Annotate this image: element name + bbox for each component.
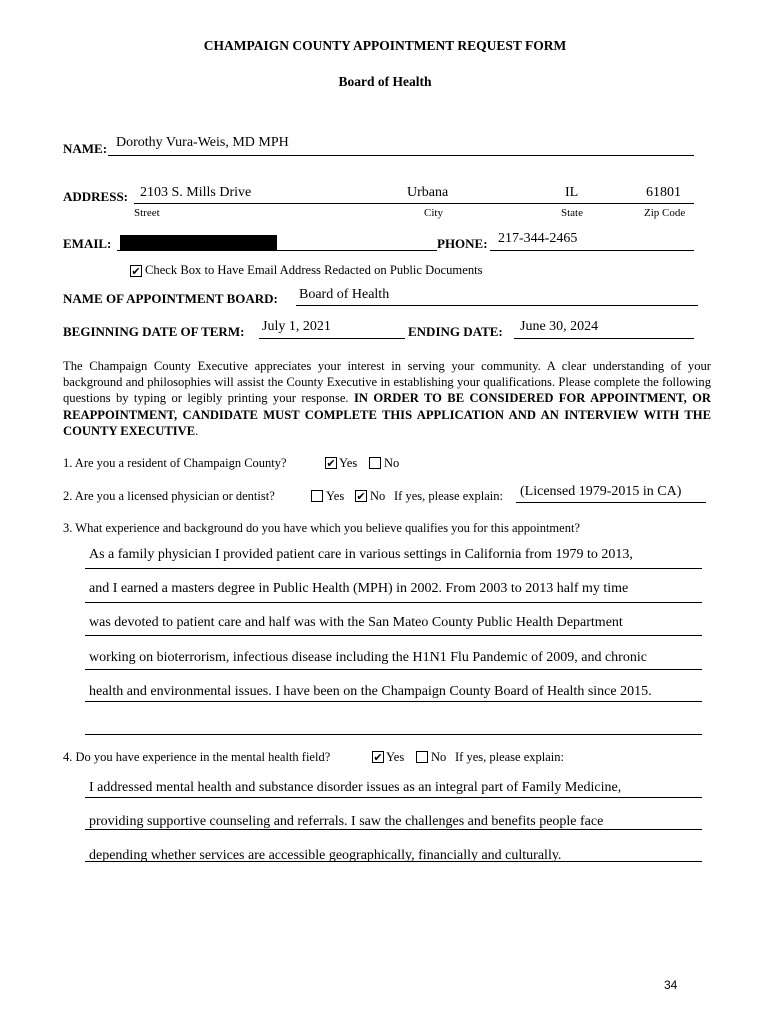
state-value[interactable]: IL bbox=[565, 185, 579, 200]
city-value[interactable]: Urbana bbox=[407, 185, 449, 200]
q1-yes-label: Yes bbox=[339, 456, 358, 470]
street-value[interactable]: 2103 S. Mills Drive bbox=[140, 185, 252, 200]
q4-answer-1[interactable]: I addressed mental health and substance disorder issues as an integral part of Family Medicine, bbox=[89, 780, 622, 795]
zip-caption: Zip Code bbox=[644, 207, 686, 219]
q2-no-checkbox[interactable]: ✔ bbox=[356, 490, 366, 503]
redact-email-checkbox[interactable]: ✔ bbox=[131, 265, 141, 278]
q3-answer-line-3 bbox=[85, 635, 702, 636]
board-line bbox=[296, 305, 698, 306]
q2-explain-value[interactable]: (Licensed 1979-2015 in CA) bbox=[520, 484, 682, 499]
q3-answer-3[interactable]: was devoted to patient care and half was with the San Mateo County Public Health Department bbox=[89, 615, 623, 630]
q2-explain-line bbox=[516, 502, 706, 503]
term-begin-label: BEGINNING DATE OF TERM: bbox=[63, 324, 245, 339]
email-label: EMAIL: bbox=[63, 236, 112, 251]
redacted-email-bar bbox=[120, 235, 277, 251]
intro-text: The Champaign County Executive appreciates your interest in serving your community. A clear understanding of your background and philosophies will assist the County Executive in establishing your qualifications. Please complete the following questions by typing or legibly printing your response. bbox=[63, 359, 711, 406]
q4-answer-line-1 bbox=[85, 797, 702, 798]
street-caption: Street bbox=[134, 207, 160, 219]
city-caption: City bbox=[424, 207, 443, 219]
board-label: NAME OF APPOINTMENT BOARD: bbox=[63, 291, 278, 306]
zip-value[interactable]: 61801 bbox=[646, 185, 681, 200]
term-end-line bbox=[514, 338, 694, 339]
intro-bold-text: IN ORDER TO BE CONSIDERED FOR APPOINTMENT, OR REAPPOINTMENT, CANDIDATE MUST COMPLETE THIS APPLICATION AND AN INTERVIEW WITH THE COUNTY EXECUTIVE bbox=[63, 391, 711, 438]
q3-answer-2[interactable]: and I earned a masters degree in Public Health (MPH) in 2002. From 2003 to 2013 half my time bbox=[89, 581, 629, 596]
q3-answer-5[interactable]: health and environmental issues. I have been on the Champaign County Board of Health since 2015. bbox=[89, 684, 652, 699]
q3-text: 3. What experience and background do you have which you believe qualifies you for this appointment? bbox=[63, 521, 580, 535]
q4-text: 4. Do you have experience in the mental health field? bbox=[63, 750, 331, 764]
page-number: 34 bbox=[664, 978, 678, 992]
phone-line bbox=[490, 250, 694, 251]
q1-no-label: No bbox=[384, 456, 400, 470]
q3-answer-line-2 bbox=[85, 602, 702, 603]
q1-yes-checkbox[interactable]: ✔ bbox=[326, 457, 336, 470]
q3-answer-4[interactable]: working on bioterrorism, infectious disease including the H1N1 Flu Pandemic of 2009, and chronic bbox=[89, 650, 647, 665]
q1-text: 1. Are you a resident of Champaign County? bbox=[63, 456, 287, 470]
form-subtitle: Board of Health bbox=[338, 74, 432, 89]
q3-answer-line-1 bbox=[85, 568, 702, 569]
q4-answer-2[interactable]: providing supportive counseling and referrals. I saw the challenges and benefits people face bbox=[89, 814, 604, 829]
q4-explain-label: If yes, please explain: bbox=[455, 750, 564, 764]
state-caption: State bbox=[561, 207, 583, 219]
q4-no-label: No bbox=[431, 750, 447, 764]
redact-email-label: Check Box to Have Email Address Redacted on Public Documents bbox=[145, 263, 483, 277]
name-line bbox=[108, 155, 694, 156]
term-end-label: ENDING DATE: bbox=[408, 324, 503, 339]
address-label: ADDRESS: bbox=[63, 189, 129, 204]
q3-answer-line-4 bbox=[85, 669, 702, 670]
address-line bbox=[134, 203, 694, 204]
name-value[interactable]: Dorothy Vura-Weis, MD MPH bbox=[116, 135, 289, 150]
q3-answer-line-6 bbox=[85, 734, 702, 735]
phone-label: PHONE: bbox=[437, 236, 488, 251]
q2-no-label: No bbox=[370, 489, 386, 503]
intro-end: . bbox=[195, 423, 199, 438]
q2-explain-label: If yes, please explain: bbox=[394, 489, 503, 503]
term-begin-value[interactable]: July 1, 2021 bbox=[262, 319, 331, 334]
q4-no-checkbox[interactable] bbox=[416, 751, 428, 763]
intro-paragraph bbox=[63, 358, 711, 439]
term-end-value[interactable]: June 30, 2024 bbox=[520, 319, 599, 334]
q1-no-checkbox[interactable] bbox=[369, 457, 381, 469]
phone-value[interactable]: 217-344-2465 bbox=[498, 231, 578, 246]
q2-yes-checkbox[interactable] bbox=[311, 490, 323, 502]
q4-answer-3[interactable]: depending whether services are accessible geographically, financially and culturally. bbox=[89, 848, 562, 863]
q4-yes-label: Yes bbox=[386, 750, 405, 764]
term-begin-line bbox=[259, 338, 405, 339]
name-label: NAME: bbox=[63, 141, 108, 156]
q4-yes-checkbox[interactable]: ✔ bbox=[373, 751, 383, 764]
q3-answer-1[interactable]: As a family physician I provided patient care in various settings in California from 1979 to 2013, bbox=[89, 547, 633, 562]
q2-text: 2. Are you a licensed physician or dentist? bbox=[63, 489, 275, 503]
board-value[interactable]: Board of Health bbox=[299, 287, 390, 302]
form-title: CHAMPAIGN COUNTY APPOINTMENT REQUEST FORM bbox=[203, 38, 567, 53]
q2-yes-label: Yes bbox=[326, 489, 345, 503]
q3-answer-line-5 bbox=[85, 701, 702, 702]
